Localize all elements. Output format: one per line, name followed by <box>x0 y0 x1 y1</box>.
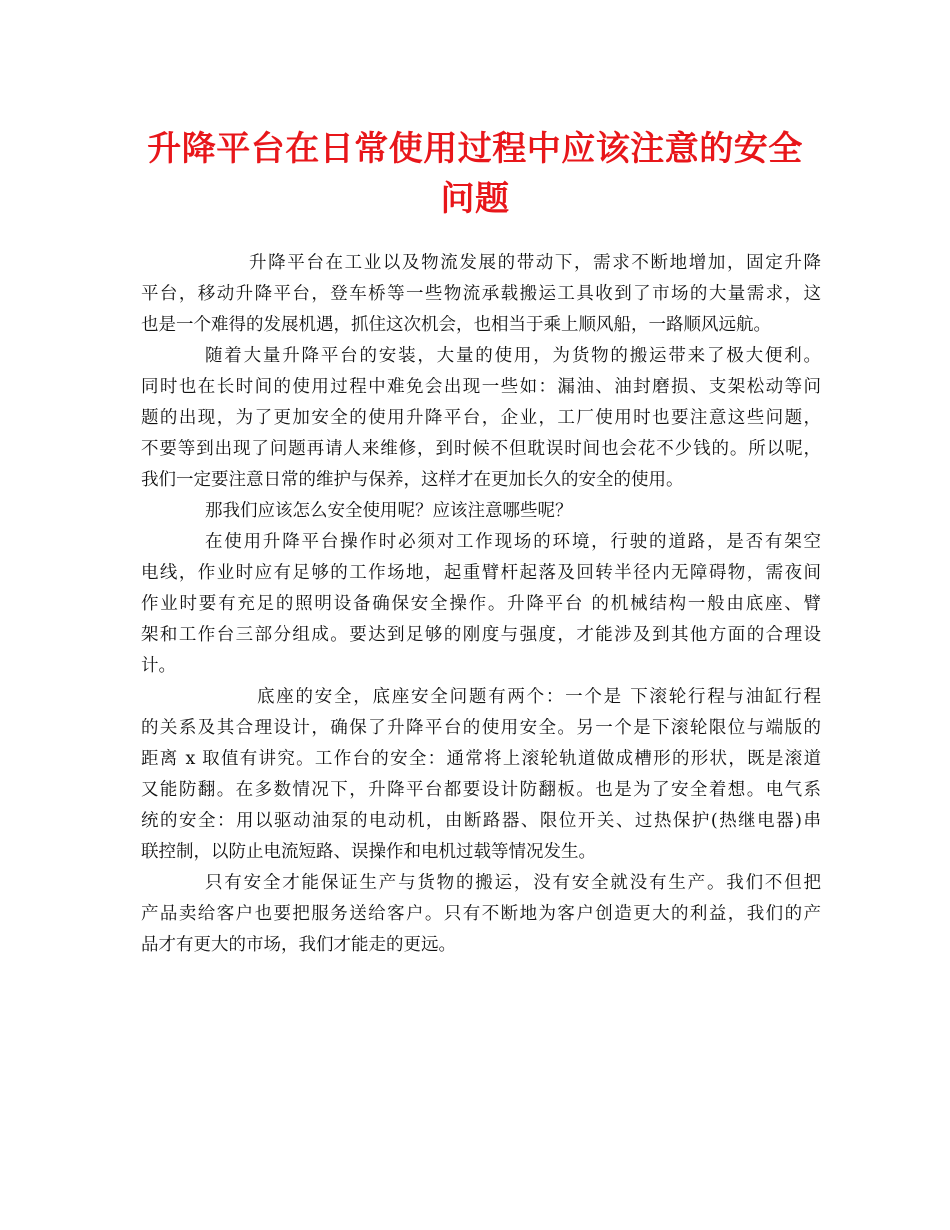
document-body <box>141 248 821 961</box>
paragraph <box>141 496 821 527</box>
paragraph-line: 作业时要有充足的照明设备确保安全操作。升降平台 的机械结构一般由底座、臂 <box>141 594 821 614</box>
paragraph-line: 电线，作业时应有足够的工作场地，起重臂杆起落及回转半径内无障碍物，需夜间 <box>141 563 821 583</box>
paragraph-line: 产品卖给客户也要把服务送给客户。只有不断地为客户创造更大的利益，我们的产 <box>141 904 821 924</box>
paragraph-line: 那我们应该怎么安全使用呢？应该注意哪些呢？ <box>205 501 573 521</box>
paragraph-line: 平台，移动升降平台，登车桥等一些物流承载搬运工具收到了市场的大量需求，这 <box>141 284 821 304</box>
paragraph <box>141 527 821 682</box>
title-line-1: 升降平台在日常使用过程中应该注意的安全 <box>147 129 803 169</box>
paragraph-line: 距离 x 取值有讲究。工作台的安全：通常将上滚轮轨道做成槽形的形状，既是滚道 <box>141 749 821 769</box>
paragraph-line: 升降平台在工业以及物流发展的带动下，需求不断地增加，固定升降 <box>249 253 821 273</box>
paragraph <box>141 341 821 496</box>
paragraph-line: 计。 <box>141 656 176 676</box>
paragraph <box>141 248 821 341</box>
title-line-2: 问题 <box>440 179 510 219</box>
paragraph-line: 底座的安全，底座安全问题有两个：一个是 下滚轮行程与油缸行程 <box>257 687 821 707</box>
paragraph-line: 同时也在长时间的使用过程中难免会出现一些如：漏油、油封磨损、支架松动等问 <box>141 377 821 397</box>
paragraph-line: 也是一个难得的发展机遇，抓住这次机会，也相当于乘上顺风船，一路顺风远航。 <box>141 315 771 335</box>
paragraph-line: 题的出现，为了更加安全的使用升降平台，企业，工厂使用时也要注意这些问题， <box>141 408 821 428</box>
paragraph-line: 又能防翻。在多数情况下，升降平台都要设计防翻板。也是为了安全着想。电气系 <box>141 780 821 800</box>
paragraph-line: 只有安全才能保证生产与货物的搬运，没有安全就没有生产。我们不但把 <box>205 873 821 893</box>
paragraph-line: 的关系及其合理设计，确保了升降平台的使用安全。另一个是下滚轮限位与端版的 <box>141 718 821 738</box>
paragraph-line: 我们一定要注意日常的维护与保养，这样才在更加长久的安全的使用。 <box>141 470 684 490</box>
paragraph-line: 统的安全：用以驱动油泵的电动机，由断路器、限位开关、过热保护(热继电器)串 <box>141 811 821 831</box>
paragraph-line: 随着大量升降平台的安装，大量的使用，为货物的搬运带来了极大便利。 <box>205 346 821 366</box>
paragraph-line: 在使用升降平台操作时必须对工作现场的环境，行驶的道路，是否有架空 <box>205 532 821 552</box>
paragraph <box>141 868 821 961</box>
paragraph-line: 品才有更大的市场，我们才能走的更远。 <box>141 935 456 955</box>
document-title <box>140 124 810 224</box>
paragraph-line: 架和工作台三部分组成。要达到足够的刚度与强度，才能涉及到其他方面的合理设 <box>141 625 821 645</box>
paragraph-line: 联控制，以防止电流短路、误操作和电机过载等情况发生。 <box>141 842 596 862</box>
paragraph-line: 不要等到出现了问题再请人来维修，到时候不但耽误时间也会花不少钱的。所以呢， <box>141 439 821 459</box>
paragraph <box>141 682 821 868</box>
